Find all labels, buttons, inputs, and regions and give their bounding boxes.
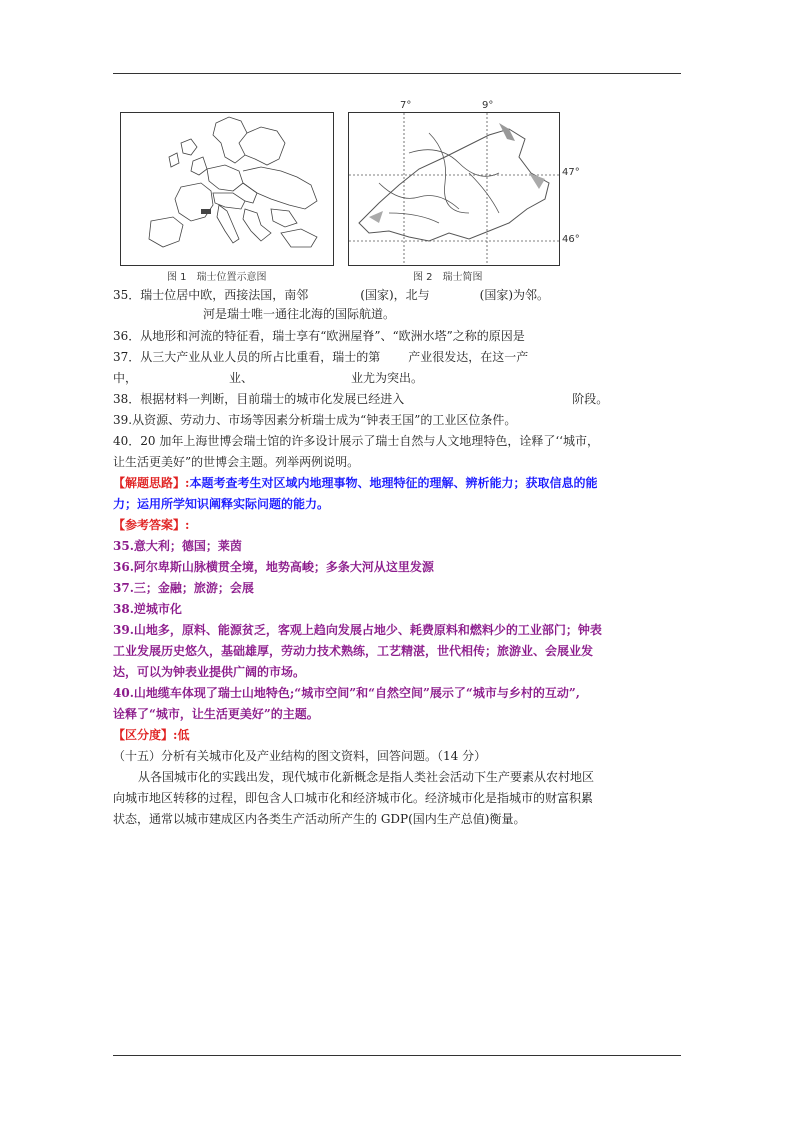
- question-40-line1: 40．20 加年上海世博会瑞士馆的许多设计展示了瑞士自然与人文地理特色，诠释了‘‘城市，: [113, 434, 599, 448]
- analysis-line1: 【解题思路】:本题考查考生对区域内地理事物、地理特征的理解、辨析能力；获取信息的能: [113, 476, 598, 490]
- question-38: 38．根据材料一判断，目前瑞士的城市化发展已经进入 阶段。: [113, 392, 609, 406]
- analysis-line2: 力；运用所学知识阐释实际问题的能力。: [113, 497, 330, 511]
- question-35: 35．瑞士位居中欧，西接法国，南邻 (国家)，北与 (国家)为邻。: [113, 288, 550, 302]
- answers-label: 【参考答案】:: [113, 518, 190, 532]
- difficulty-label: 【区分度】:: [113, 728, 178, 742]
- answer-38: 38.逆城市化: [113, 602, 182, 616]
- section15-p1: 从各国城市化的实践出发，现代城市化新概念是指人类社会活动下生产要素从农村地区: [138, 770, 595, 784]
- fig1-caption: 图 1 瑞士位置示意图: [167, 272, 267, 283]
- answer-39-line1: 39.山地多，原料、能源贫乏，客观上趋向发展占地少、耗费原料和燃料少的工业部门；钟表: [113, 623, 602, 637]
- analysis-label: 【解题思路】:: [113, 476, 190, 490]
- question-36: 36．从地形和河流的特征看，瑞士享有“欧洲屋脊”、“欧洲水塔”之称的原因是: [113, 329, 525, 343]
- question-37: 37．从三大产业从业人员的所占比重看，瑞士的第 产业很发达，在这一产: [113, 350, 529, 364]
- answer-40-line1: 40.山地缆车体现了瑞士山地特色;“城市空间”和“自然空间”展示了“城市与乡村的互动”,: [113, 686, 580, 700]
- fig2-switzerland-map: [348, 112, 560, 266]
- section15-p2: 向城市地区转移的过程，即包含人口城市化和经济城市化。经济城市化是指城市的财富积累: [113, 791, 594, 805]
- switzerland-map-icon: [349, 113, 559, 265]
- answer-40-line2: 诠释了“城市，让生活更美好”的主题。: [113, 707, 319, 721]
- answer-37: 37.三；金融；旅游；会展: [113, 581, 254, 595]
- answer-35: 35.意大利；德国；莱茵: [113, 539, 242, 553]
- section15-p3: 状态，通常以城市建成区内各类生产活动所产生的 GDP(国内生产总值)衡量。: [113, 812, 526, 826]
- question-39: 39.从资源、劳动力、市场等因素分析瑞士成为“钟表王国”的工业区位条件。: [113, 413, 517, 427]
- footer-rule: [113, 1055, 681, 1056]
- difficulty-value: 低: [177, 728, 190, 742]
- header-rule: [113, 73, 681, 74]
- europe-map-icon: [121, 113, 333, 265]
- answer-36: 36.阿尔卑斯山脉横贯全境，地势高峻；多条大河从这里发源: [113, 560, 434, 574]
- section15-heading: （十五）分析有关城市化及产业结构的图文资料，回答问题。（14 分）: [113, 749, 487, 763]
- latitude-46-label: 46°: [562, 234, 580, 245]
- question-35-line2: 河是瑞士唯一通往北海的国际航道。: [203, 307, 396, 321]
- fig2-caption: 图 2 瑞士简图: [413, 272, 483, 283]
- question-40-line2: 让生活更美好”的世博会主题。列举两例说明。: [113, 455, 360, 469]
- question-37-line2: 中， 业、 业尤为突出。: [113, 371, 424, 385]
- difficulty: [113, 725, 189, 746]
- answer-39-line3: 达，可以为钟表业提供广阔的市场。: [113, 665, 306, 679]
- longitude-9-label: 9°: [482, 100, 494, 111]
- longitude-7-label: 7°: [400, 100, 412, 111]
- fig1-europe-map: [120, 112, 334, 266]
- latitude-47-label: 47°: [562, 167, 580, 178]
- answer-39-line2: 工业发展历史悠久，基础雄厚，劳动力技术熟练，工艺精湛，世代相传；旅游业、会展业发: [113, 644, 594, 658]
